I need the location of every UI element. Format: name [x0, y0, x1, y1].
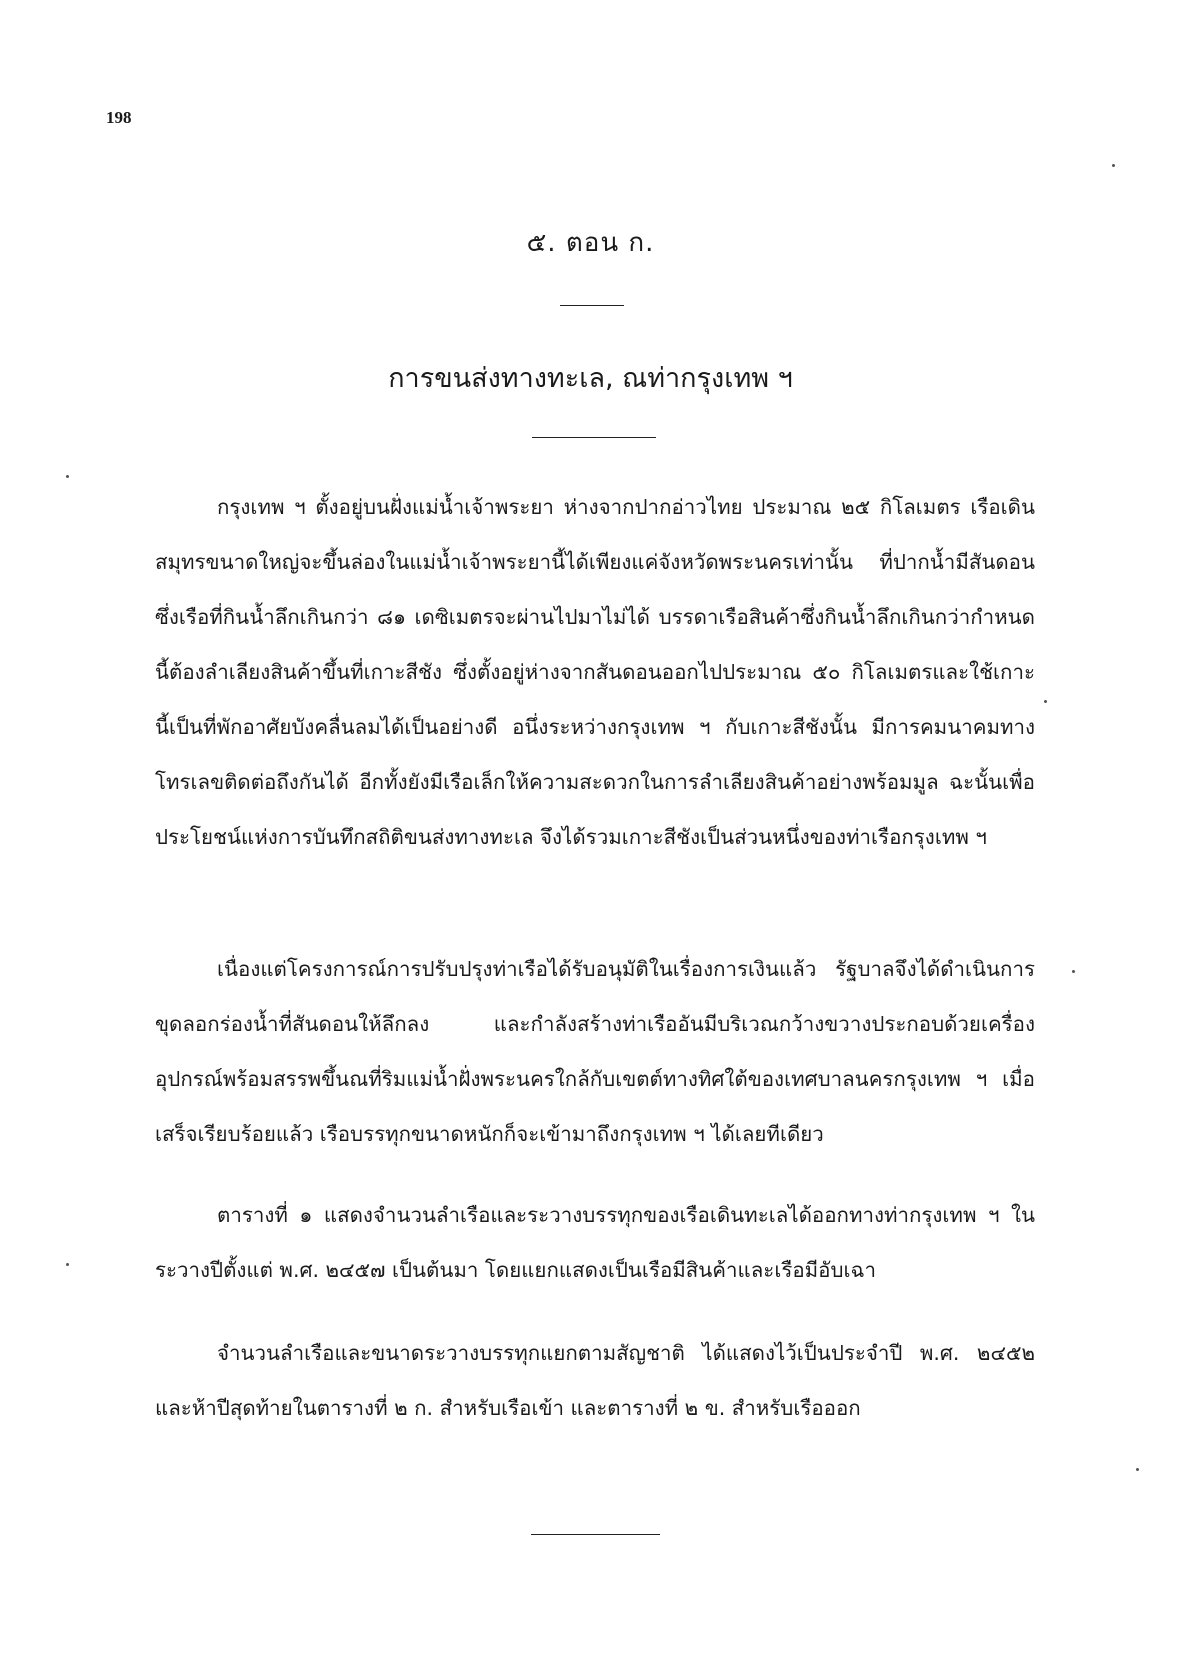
paragraph: [155, 1188, 1035, 1298]
divider-rule: [560, 305, 624, 306]
chapter-title: ๕. ตอน ก.: [526, 228, 655, 258]
scan-speck: [1072, 970, 1075, 973]
paragraph-text: จำนวนลำเรือและขนาดระวางบรรทุกแยกตามสัญชาติ ได้แสดงไว้เป็นประจำปี พ.ศ. ๒๔๕๒ และห้าปีสุดท้ายในตารางที่ ๒ ก. สำหรับเรือเข้า และตารางที่ ๒ ข. สำหรับเรือออก: [155, 1341, 1035, 1420]
paragraph-text: ตารางที่ ๑ แสดงจำนวนลำเรือและระวางบรรทุกของเรือเดินทะเลได้ออกทางท่ากรุงเทพ ฯ ในระวางปีตั้งแต่ พ.ศ. ๒๔๕๗ เป็นต้นมา โดยแยกแสดงเป็นเรือมีสินค้าและเรือมีอับเฉา: [155, 1203, 1035, 1282]
page-number: 198: [106, 108, 132, 127]
scan-speck: [66, 1263, 69, 1266]
paragraph: [155, 1326, 1035, 1436]
paragraph: [155, 942, 1035, 1162]
section-heading: การขนส่งทางทะเล, ณท่ากรุงเทพ ฯ: [388, 363, 793, 394]
paragraph-text: เนื่องแต่โครงการณ์การปรับปรุงท่าเรือได้รับอนุมัติในเรื่องการเงินแล้ว รัฐบาลจึงได้ดำเนินการขุดลอกร่องน้ำที่สันดอนให้ลึกลง และกำลังสร้างท่าเรืออันมีบริเวณกว้างขวางประกอบด้วยเครื่องอุปกรณ์พร้อมสรรพขึ้นณที่ริมแม่น้ำฝั่งพระนครใกล้กับเขตต์ทางทิศใต้ของเทศบาลนครกรุงเทพ ฯ เมื่อเสร็จเรียบร้อยแล้ว เรือบรรทุกขนาดหนักก็จะเข้ามาถึงกรุงเทพ ฯ ได้เลยทีเดียว: [155, 957, 1035, 1146]
paragraph-text: กรุงเทพ ฯ ตั้งอยู่บนฝั่งแม่น้ำเจ้าพระยา ห่างจากปากอ่าวไทย ประมาณ ๒๕ กิโลเมตร เรือเดินสมุทรขนาดใหญ่จะขึ้นล่องในแม่น้ำเจ้าพระยานี้ได้เพียงแค่จังหวัดพระนครเท่านั้น ที่ปากน้ำมีสันดอนซึ่งเรือที่กินน้ำลึกเกินกว่า ๘๑ เดซิเมตรจะผ่านไปมาไม่ได้ บรรดาเรือสินค้าซึ่งกินน้ำลึกเกินกว่ากำหนดนี้ต้องลำเลียงสินค้าขึ้นที่เกาะสีชัง ซึ่งตั้งอยู่ห่างจากสันดอนออกไปประมาณ ๕๐ กิโลเมตรและใช้เกาะนี้เป็นที่พักอาศัยบังคลื่นลมได้เป็นอย่างดี อนึ่งระหว่างกรุงเทพ ฯ กับเกาะสีชังนั้น มีการคมนาคมทางโทรเลขติดต่อถึงกันได้ อีกทั้งยังมีเรือเล็กให้ความสะดวกในการลำเลียงสินค้าอย่างพร้อมมูล ฉะนั้นเพื่อประโยชน์แห่งการบันทึกสถิติขนส่งทางทะเล จึงได้รวมเกาะสีชังเป็นส่วนหนึ่งของท่าเรือกรุงเทพ ฯ: [155, 495, 1035, 849]
scan-speck: [1112, 164, 1115, 167]
scan-speck: [1044, 700, 1047, 703]
divider-rule: [531, 1534, 660, 1535]
divider-rule: [532, 437, 656, 438]
scan-speck: [66, 475, 69, 478]
paragraph: [155, 480, 1035, 865]
scan-speck: [1136, 1468, 1139, 1471]
